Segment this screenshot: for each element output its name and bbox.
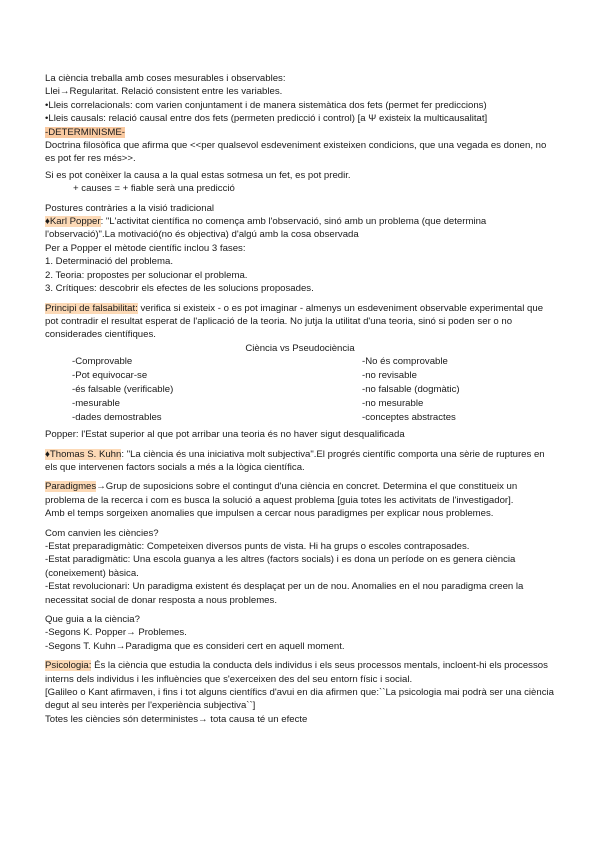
comparison-row — [45, 411, 555, 425]
ciencia-cell: -Comprovable — [72, 356, 133, 368]
kuhn-quote — [45, 448, 555, 475]
section-heading-postures: Postures contràries a la visió tradicional — [45, 202, 215, 214]
determinisme-label: -DETERMINISME- — [45, 126, 125, 138]
document-page — [45, 72, 555, 726]
prediction-line: Si es pot conèixer la causa a la qual estas sotmesa un fet, es pot predir. — [45, 169, 351, 181]
psicologia-label: Psicologia: — [45, 660, 92, 672]
paradigmes-text: →Grup de suposicions sobre el contingut d'una ciència en concret. Determina el que constitueix un problema de la recerca i com es busca la solució a aquest problema [guia totes les activitats de l'investigador]. — [45, 481, 518, 506]
popper-text: : "L'activitat científica no comença amb l'observació, sinó amb un problema (que determina l'observació)".La motivació(no és objectiva) d'algú amb la cosa observada — [45, 216, 487, 241]
phase-1: 1. Determinació del problema. — [45, 256, 173, 268]
determinisme-definition: Doctrina filosòfica que afirma que <<per qualsevol esdeveniment existeixen condicions, que una vegada es donen, no es pot fer res més>>. — [45, 140, 547, 165]
paradigmes-paragraph — [45, 480, 555, 507]
ciencia-cell: -és falsable (verificable) — [72, 384, 174, 396]
causal-laws: •Lleis causals: relació causal entre dos fets (permeten predicció i control) [a Ψ existeix la multicausalitat] — [45, 113, 488, 125]
paradigmatic: -Estat paradigmàtic: Una escola guanya a les altres (factors socials) i es dona un període on es genera ciència (coneixement) bàsica. — [45, 554, 516, 579]
guide-kuhn: -Segons T. Kuhn→Paradigma que es consideri cert en aquell moment. — [45, 640, 345, 652]
comparison-row — [45, 397, 555, 411]
paradigmes-label: Paradigmes — [45, 481, 97, 493]
ciencia-cell: -mesurable — [72, 398, 120, 410]
guide-question: Que guia a la ciència? — [45, 614, 140, 625]
guide-popper: -Segons K. Popper→ Problemes. — [45, 627, 187, 639]
comparison-row — [45, 369, 555, 383]
pseudociencia-cell: -No és comprovable — [362, 356, 448, 368]
psicologia-paragraph — [45, 659, 555, 686]
anomalies-line: Amb el temps sorgeixen anomalies que impulsen a cercar nous paradigmes per explicar nous problemes. — [45, 508, 494, 520]
ciencia-cell: -dades demostrables — [72, 412, 162, 424]
phases-intro: Per a Popper el mètode científic inclou 3 fases: — [45, 242, 246, 254]
galileo-kant: [Galileo o Kant afirmaven, i fins i tot alguns científics d'avui en dia afirmen que:``La psicologia mai podrà ser una ciència degut al seu interès per l'experiència subjectiva``] — [45, 687, 554, 712]
kuhn-text: : "La ciència és una iniciativa molt subjectiva".El progrés científic comporta una sèrie de ruptures en els que intervenen factors socials a més a la lògica científica. — [45, 448, 545, 473]
intro-line: La ciència treballa amb coses mesurables i observables: — [45, 73, 286, 84]
pseudociencia-cell: -no revisable — [362, 370, 417, 382]
popper-state: Popper: l'Estat superior al que pot arribar una teoria és no haver sigut desqualificada — [45, 429, 405, 441]
popper-label: ♦Karl Popper — [45, 216, 101, 228]
law-definition: Llei→Regularitat. Relació consistent entre les variables. — [45, 86, 283, 98]
phase-3: 3. Crítiques: descobrir els efectes de les solucions proposades. — [45, 283, 314, 295]
pseudociencia-cell: -conceptes abstractes — [362, 412, 456, 424]
pseudociencia-cell: -no falsable (dogmàtic) — [362, 384, 460, 396]
comparison-title: Ciència vs Pseudociència — [245, 342, 355, 354]
popper-quote — [45, 215, 555, 242]
falsabilitat-label: Principi de falsabilitat: — [45, 302, 138, 314]
revolutionary: -Estat revolucionari: Un paradigma existent és desplaçat per un de nou. Anomalies en el nou paradigma creen la necessitat social de donar resposta a nous problemes. — [45, 581, 524, 606]
falsabilitat-paragraph — [45, 302, 555, 342]
correlational-laws: •Lleis correlacionals: com varien conjuntament i de manera sistemàtica dos fets (permet fer prediccions) — [45, 99, 487, 111]
kuhn-label: ♦Thomas S. Kuhn — [45, 448, 122, 460]
change-question: Com canvien les ciències? — [45, 527, 159, 539]
falsabilitat-text: verifica si existeix - o es pot imaginar - almenys un esdeveniment observable experimental que pot contradir el resultat esperat de l'aplicació de la teoria. No jutja la utilitat d'una teoria, sinó si poden ser o no considerades científiques. — [45, 302, 544, 341]
causes-line: + causes = + fiable serà una predicció — [73, 183, 235, 195]
determinisme-heading — [45, 126, 555, 139]
psicologia-text: És la ciència que estudia la conducta dels individus i els seus processos mentals, incloent-hi els processos interns dels individus i les influències que s'exerceixen des del seu entorn físic i social. — [45, 660, 548, 685]
ciencia-cell: -Pot equivocar-se — [72, 370, 148, 382]
comparison-row — [45, 355, 555, 369]
closing-line: Totes les ciències són deterministes→ tota causa té un efecte — [45, 713, 308, 725]
comparison-table — [45, 355, 555, 425]
phase-2: 2. Teoria: propostes per solucionar el problema. — [45, 269, 248, 281]
pseudociencia-cell: -no mesurable — [362, 398, 424, 410]
comparison-row — [45, 383, 555, 397]
pre-paradigmatic: -Estat preparadigmàtic: Competeixen diversos punts de vista. Hi ha grups o escoles contraposades. — [45, 540, 470, 552]
